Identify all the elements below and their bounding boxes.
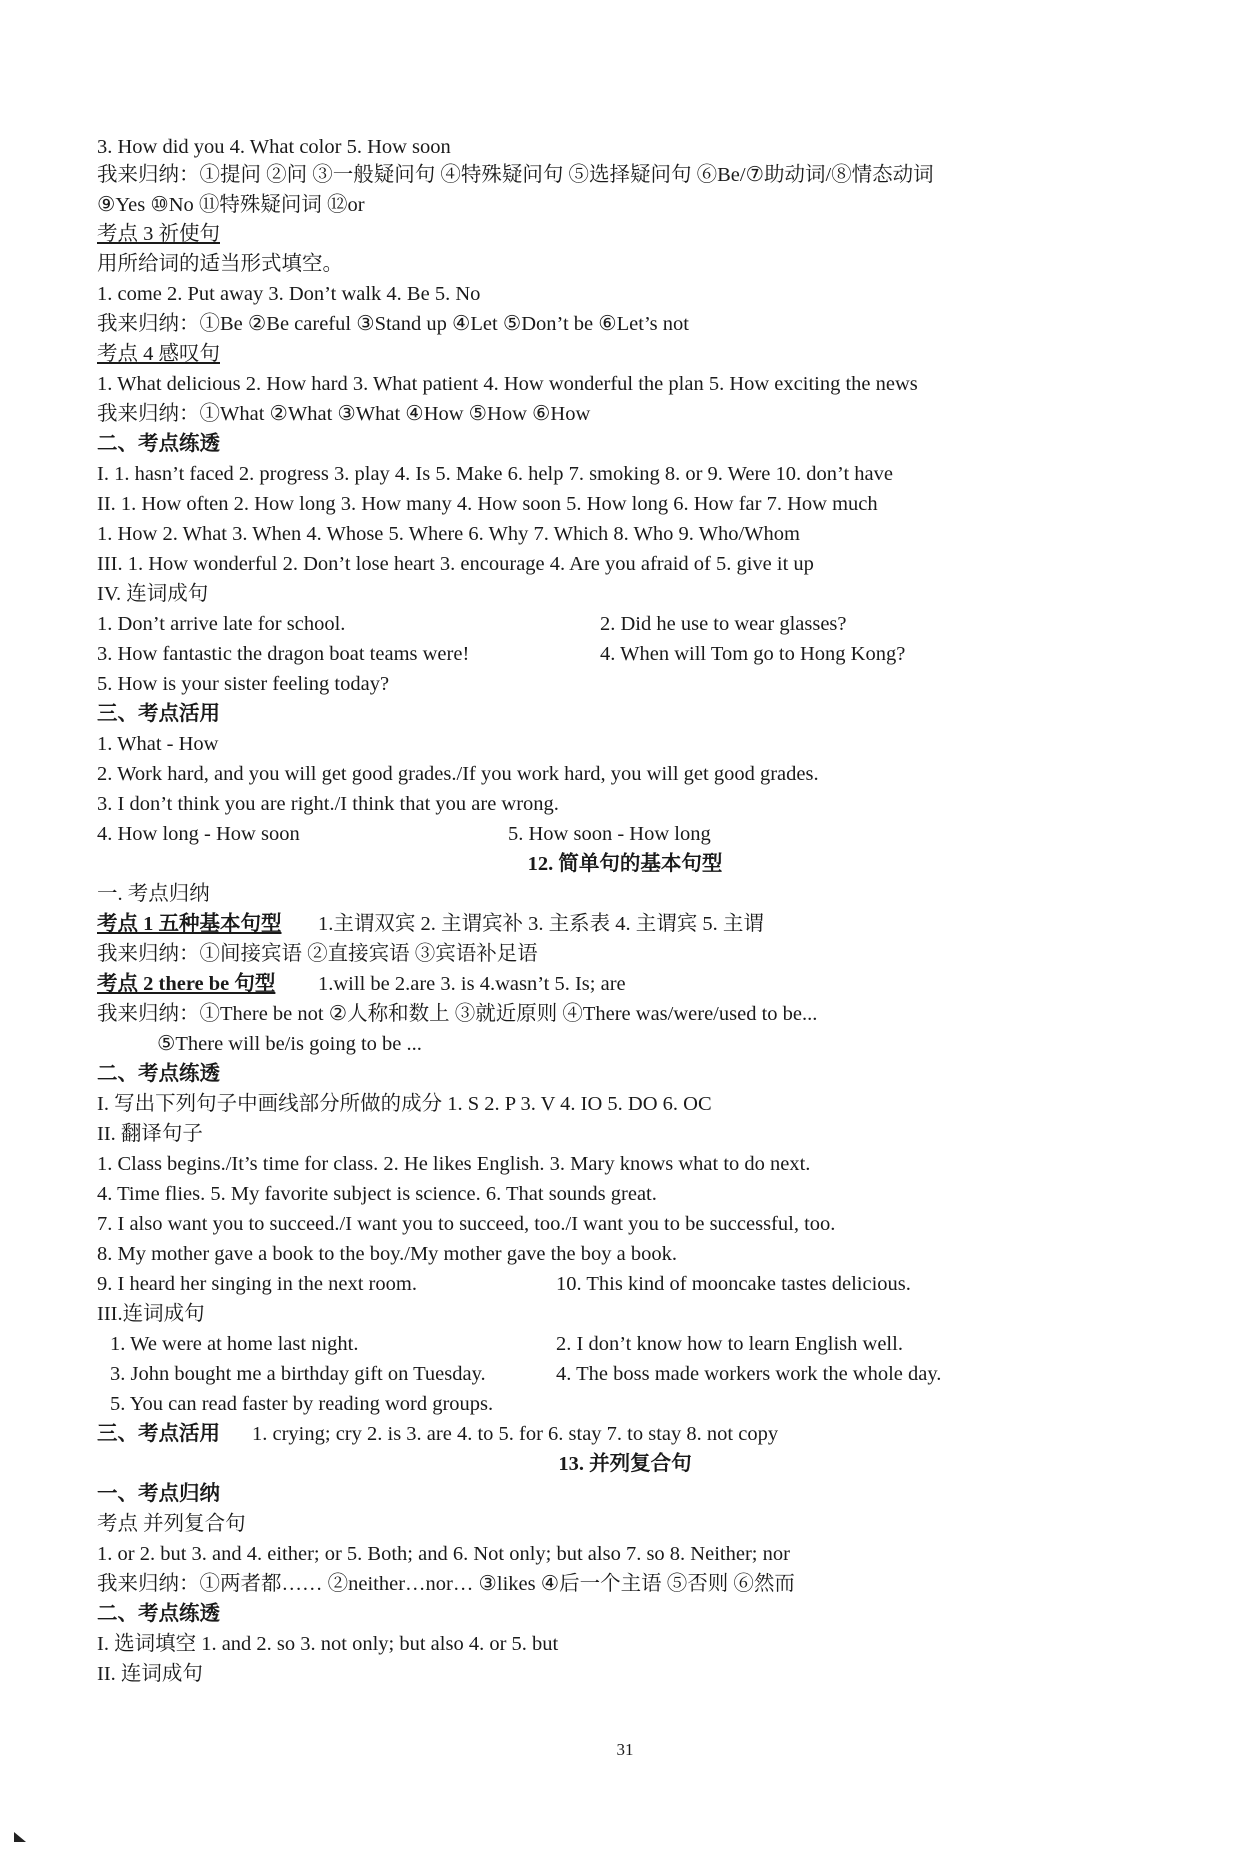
text-line: 1. or 2. but 3. and 4. either; or 5. Both; and 6. Not only; but also 7. so 8. Neither; nor: [97, 1543, 790, 1565]
text-line: 1. Don’t arrive late for school.: [97, 613, 346, 635]
text-line: 一、考点归纳: [97, 1483, 220, 1505]
text-line: 1. crying; cry 2. is 3. are 4. to 5. for 6. stay 7. to stay 8. not copy: [252, 1423, 779, 1445]
text-line: 我来归纳：①Be ②Be careful ③Stand up ④Let ⑤Don’t be ⑥Let’s not: [97, 313, 689, 335]
text-line: 1. Class begins./It’s time for class. 2. He likes English. 3. Mary knows what to do next.: [97, 1153, 811, 1175]
text-line: 2. I don’t know how to learn English well.: [556, 1333, 903, 1355]
text-line: 2. Work hard, and you will get good grades./If you work hard, you will get good grades.: [97, 763, 819, 785]
text-line: 4. How long - How soon: [97, 823, 300, 845]
text-line: 8. My mother gave a book to the boy./My mother gave the boy a book.: [97, 1243, 677, 1265]
text-line: 三、考点活用: [97, 1423, 220, 1445]
text-line: ⑨Yes ⑩No ⑪特殊疑问词 ⑫or: [97, 194, 365, 216]
text-line: 用所给词的适当形式填空。: [97, 253, 343, 275]
text-line: 1.主谓双宾 2. 主谓宾补 3. 主系表 4. 主谓宾 5. 主谓: [318, 913, 764, 935]
text-line: 考点 4 感叹句: [97, 343, 220, 365]
text-line: 考点 1 五种基本句型: [97, 913, 282, 935]
text-line: 我来归纳：①What ②What ③What ④How ⑤How ⑥How: [97, 403, 591, 425]
text-line: I. 1. hasn’t faced 2. progress 3. play 4. Is 5. Make 6. help 7. smoking 8. or 9. Were 10. don’t have: [97, 463, 893, 485]
text-line: 5. How soon - How long: [508, 823, 711, 845]
page-number: 31: [616, 1740, 634, 1759]
text-line: 12. 简单句的基本句型: [527, 853, 723, 875]
text-line: 2. Did he use to wear glasses?: [600, 613, 847, 635]
text-line: 3. John bought me a birthday gift on Tuesday.: [110, 1363, 486, 1385]
text-line: 我来归纳：①两者都…… ②neither…nor… ③likes ④后一个主语 ⑤否则 ⑥然而: [97, 1573, 795, 1595]
text-line: 1. What - How: [97, 733, 219, 755]
text-line: 1.will be 2.are 3. is 4.wasn’t 5. Is; are: [318, 973, 626, 995]
text-line: 我来归纳：①间接宾语 ②直接宾语 ③宾语补足语: [97, 943, 538, 965]
text-line: 考点 3 祈使句: [97, 223, 220, 245]
text-line: 4. Time flies. 5. My favorite subject is science. 6. That sounds great.: [97, 1183, 657, 1205]
text-line: 1. We were at home last night.: [110, 1333, 359, 1355]
text-line: 一. 考点归纳: [97, 883, 210, 905]
text-line: III.连词成句: [97, 1303, 205, 1325]
text-line: 考点 2 there be 句型: [97, 973, 276, 995]
text-line: 1. How 2. What 3. When 4. Whose 5. Where 6. Why 7. Which 8. Who 9. Who/Whom: [97, 523, 800, 545]
text-line: 我来归纳：①There be not ②人称和数上 ③就近原则 ④There was/were/used to be...: [97, 1003, 818, 1025]
text-line: 13. 并列复合句: [558, 1453, 692, 1475]
text-line: 1. come 2. Put away 3. Don’t walk 4. Be 5. No: [97, 283, 481, 305]
text-line: 三、考点活用: [97, 703, 220, 725]
text-line: I. 写出下列句子中画线部分所做的成分 1. S 2. P 3. V 4. IO 5. DO 6. OC: [97, 1093, 712, 1115]
text-line: 10. This kind of mooncake tastes delicious.: [556, 1273, 911, 1295]
corner-arrow-icon: [14, 1832, 26, 1842]
text-line: 5. You can read faster by reading word groups.: [110, 1393, 494, 1415]
text-line: 二、考点练透: [97, 433, 220, 455]
text-line: 二、考点练透: [97, 1603, 220, 1625]
text-line: ⑤There will be/is going to be ...: [157, 1033, 422, 1055]
text-line: 9. I heard her singing in the next room.: [97, 1273, 417, 1295]
text-line: II. 1. How often 2. How long 3. How many 4. How soon 5. How long 6. How far 7. How much: [97, 493, 878, 515]
text-line: 4. The boss made workers work the whole day.: [556, 1363, 942, 1385]
text-line: 5. How is your sister feeling today?: [97, 673, 390, 695]
text-line: 考点 并列复合句: [97, 1513, 246, 1535]
text-line: 7. I also want you to succeed./I want you to succeed, too./I want you to be successful, too.: [97, 1213, 836, 1235]
text-line: IV. 连词成句: [97, 583, 209, 605]
text-line: II. 连词成句: [97, 1663, 203, 1685]
text-line: 二、考点练透: [97, 1063, 220, 1085]
text-line: 3. How fantastic the dragon boat teams were!: [97, 643, 470, 665]
text-line: II. 翻译句子: [97, 1123, 203, 1145]
text-line: 4. When will Tom go to Hong Kong?: [600, 643, 906, 665]
text-line: 1. What delicious 2. How hard 3. What patient 4. How wonderful the plan 5. How exciting the news: [97, 373, 918, 395]
text-line: 3. I don’t think you are right./I think that you are wrong.: [97, 793, 559, 815]
text-line: III. 1. How wonderful 2. Don’t lose heart 3. encourage 4. Are you afraid of 5. give it up: [97, 553, 814, 575]
text-line: I. 选词填空 1. and 2. so 3. not only; but also 4. or 5. but: [97, 1633, 559, 1655]
text-line: 我来归纳：①提问 ②问 ③一般疑问句 ④特殊疑问句 ⑤选择疑问句 ⑥Be/⑦助动词/⑧情态动词: [97, 164, 934, 186]
text-line: 3. How did you 4. What color 5. How soon: [97, 136, 451, 158]
